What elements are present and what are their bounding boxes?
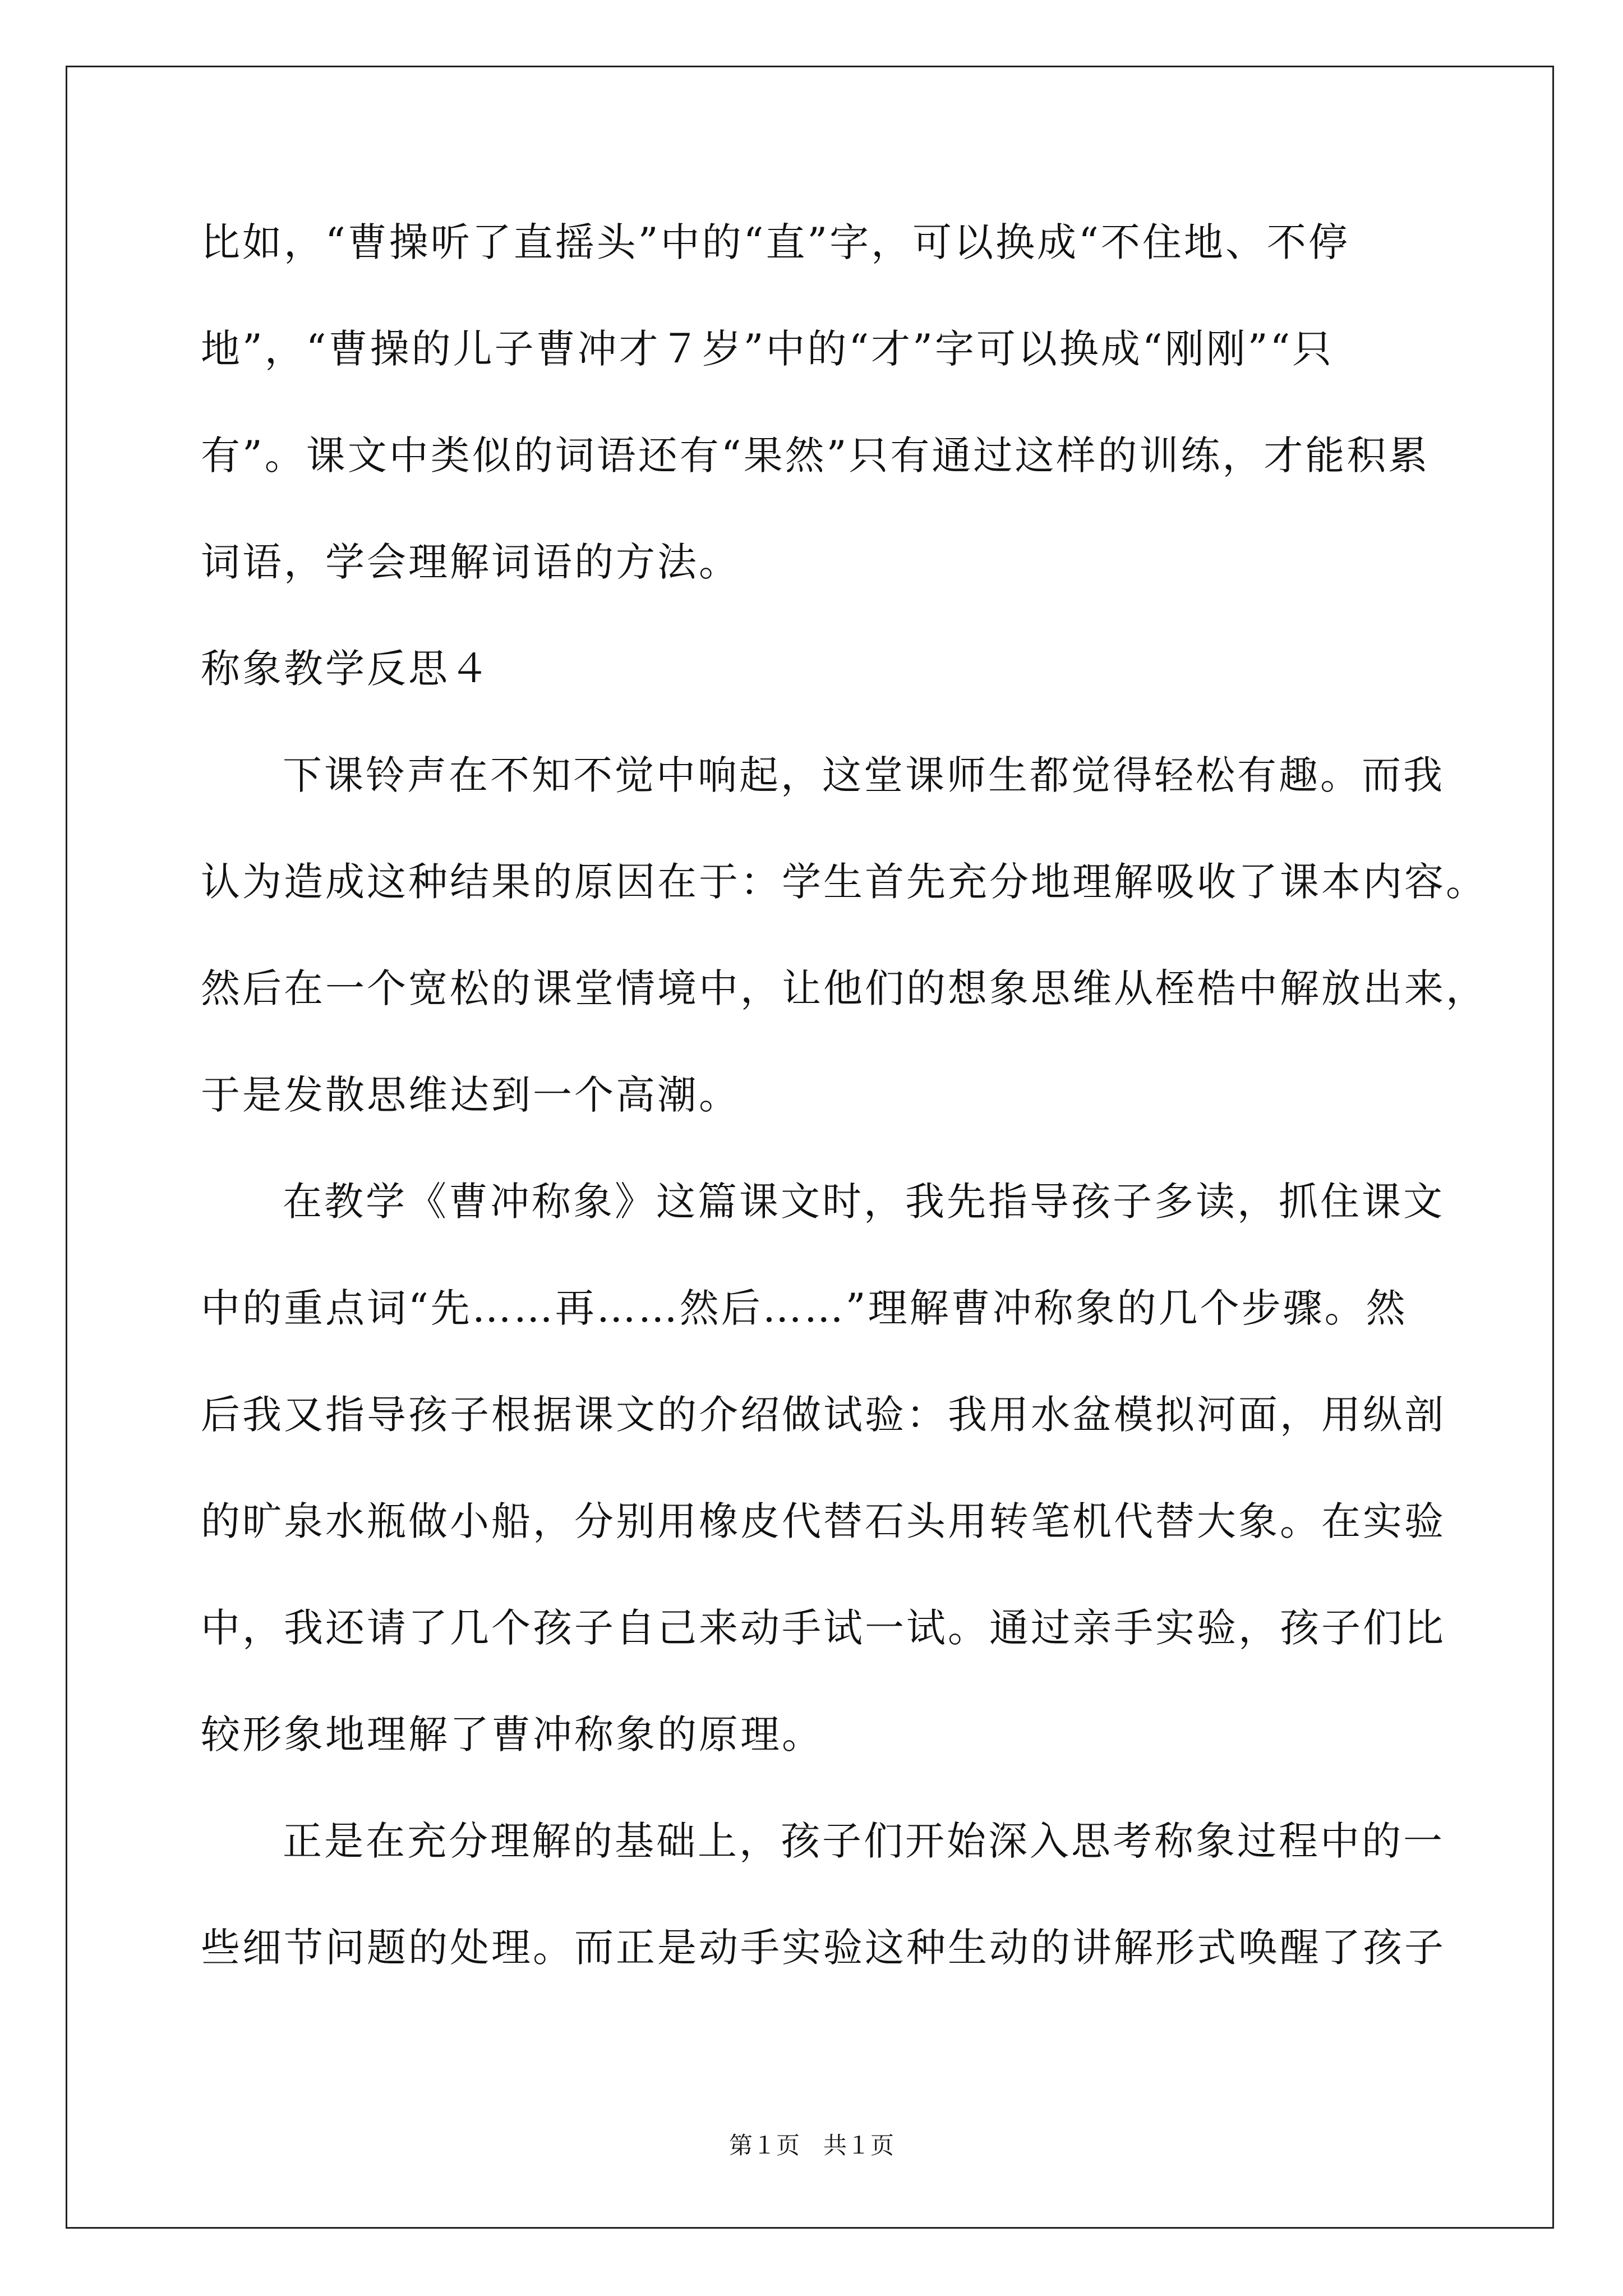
paragraph-line: 较形象地理解了曹冲称象的原理。: [201, 1711, 823, 1757]
paragraph-line: 下课铃声在不知不觉中响起，这堂课师生都觉得轻松有趣。而我: [283, 752, 1445, 798]
paragraph-line: 后我又指导孩子根据课文的介绍做试验：我用水盆模拟河面，用纵剖: [201, 1392, 1446, 1438]
paragraph-line: 比如，“曹操听了直摇头”中的“直”字，可以换成“不住地、不停: [201, 219, 1350, 265]
section-heading: 称象教学反思４: [201, 646, 491, 692]
paragraph-line: 于是发散思维达到一个高潮。: [201, 1072, 740, 1118]
paragraph-line: 词语，学会理解词语的方法。: [201, 539, 740, 585]
page-border: [66, 66, 1554, 2229]
paragraph-line: 在教学《曹冲称象》这篇课文时，我先指导孩子多读，抓住课文: [283, 1179, 1445, 1225]
paragraph-line: 正是在充分理解的基础上，孩子们开始深入思考称象过程中的一: [283, 1818, 1445, 1864]
paragraph-line: 的旷泉水瓶做小船，分别用橡皮代替石头用转笔机代替大象。在实验: [201, 1498, 1446, 1544]
paragraph-line: 地”，“曹操的儿子曹冲才７岁”中的“才”字可以换成“刚刚”“只: [201, 326, 1334, 372]
paragraph-line: 有”。课文中类似的词语还有“果然”只有通过这样的训练，才能积累: [201, 432, 1430, 478]
paragraph-line: 中的重点词“先……再……然后……”理解曹冲称象的几个步骤。然: [201, 1285, 1408, 1331]
page-footer: 第１页 共１页: [728, 2132, 894, 2159]
paragraph-line: 中，我还请了几个孩子自己来动手试一试。通过亲手实验，孩子们比: [201, 1605, 1446, 1651]
paragraph-line: 然后在一个宽松的课堂情境中，让他们的想象思维从桎梏中解放出来，: [201, 965, 1487, 1011]
paragraph-line: 认为造成这种结果的原因在于：学生首先充分地理解吸收了课本内容。: [201, 859, 1487, 905]
paragraph-line: 些细节问题的处理。而正是动手实验这种生动的讲解形式唤醒了孩子: [201, 1925, 1446, 1971]
